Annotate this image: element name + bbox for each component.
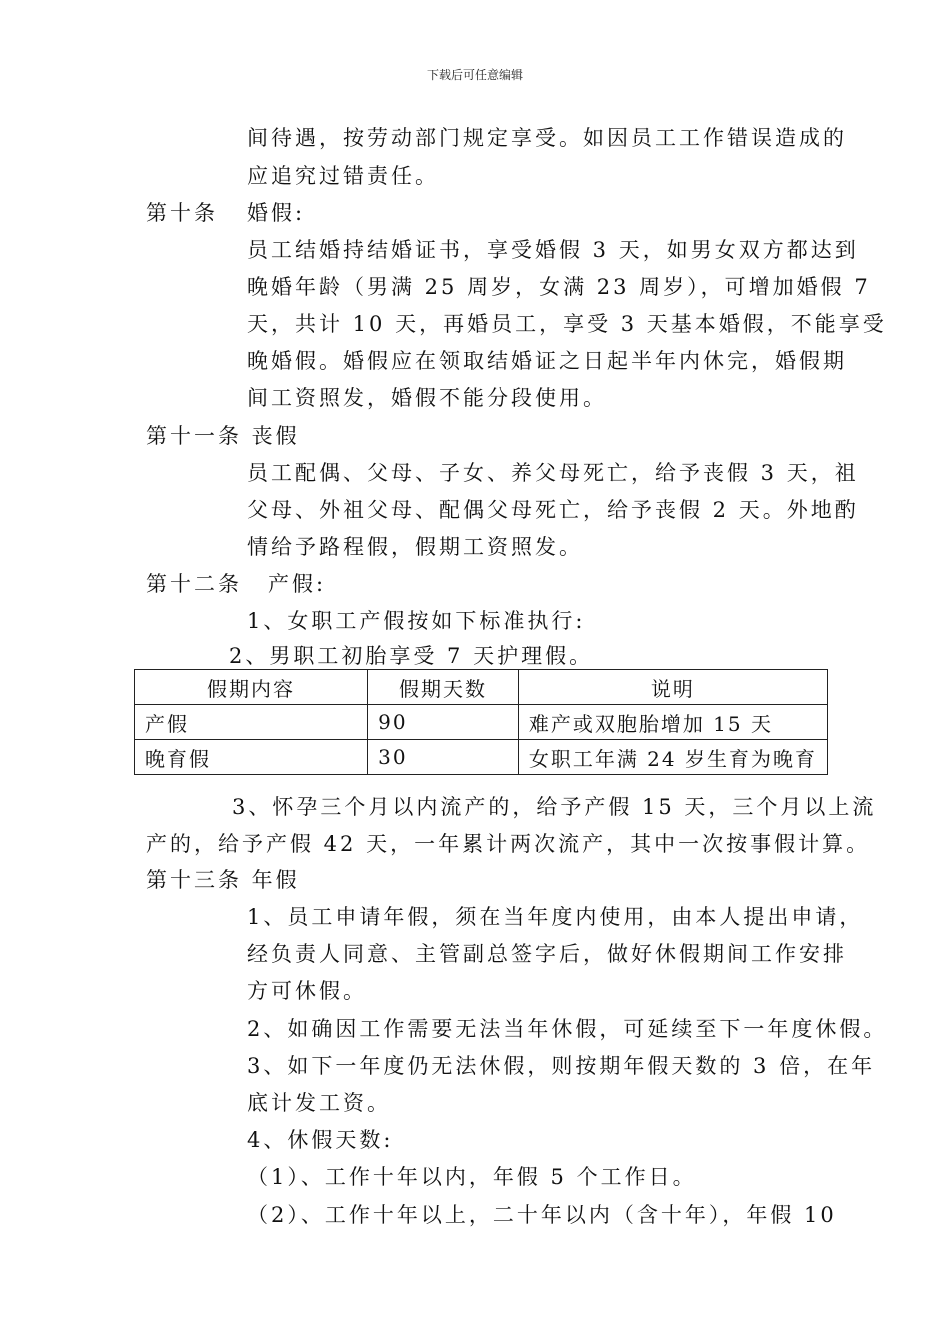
table-cell: 难产或双胞胎增加 15 天 <box>518 705 827 740</box>
page-header: 下载后可任意编辑 <box>426 68 523 82</box>
table-cell: 产假 <box>135 705 368 740</box>
body-line: 2、男职工初胎享受 7 天护理假。 <box>229 644 594 668</box>
table-header-cell: 假期内容 <box>135 670 368 705</box>
article-12-label: 第十二条 <box>146 572 242 596</box>
table-row <box>135 705 828 740</box>
table-cell: 90 <box>368 705 519 740</box>
body-line: 父母、外祖父母、配偶父母死亡，给予丧假 2 天。外地酌 <box>247 498 859 522</box>
body-line: 情给予路程假，假期工资照发。 <box>247 535 583 559</box>
body-line: 应追究过错责任。 <box>247 164 439 188</box>
body-line: 2、如确因工作需要无法当年休假，可延续至下一年度休假。 <box>247 1017 888 1041</box>
body-line: 员工结婚持结婚证书，享受婚假 3 天，如男女双方都达到 <box>247 238 859 262</box>
article-13-heading: 第十三条 年假 <box>146 868 300 892</box>
body-line: （2）、工作十年以上，二十年以内（含十年），年假 10 <box>247 1203 837 1227</box>
body-line: 天，共计 10 天，再婚员工，享受 3 天基本婚假，不能享受 <box>247 312 887 336</box>
table-cell: 30 <box>368 740 519 775</box>
body-line: 间待遇，按劳动部门规定享受。如因员工工作错误造成的 <box>247 126 847 150</box>
body-line: 3、怀孕三个月以内流产的，给予产假 15 天，三个月以上流 <box>232 795 877 819</box>
table-cell: 晚育假 <box>135 740 368 775</box>
body-line: 晚婚假。婚假应在领取结婚证之日起半年内休完，婚假期 <box>247 349 847 373</box>
table-header-row <box>135 670 828 705</box>
body-line: 产的，给予产假 42 天，一年累计两次流产，其中一次按事假计算。 <box>146 832 871 856</box>
article-10-label: 第十条 <box>146 201 218 225</box>
table-row <box>135 740 828 775</box>
body-line: 方可休假。 <box>247 979 367 1003</box>
body-line: 经负责人同意、主管副总签字后，做好休假期间工作安排 <box>247 942 847 966</box>
article-12-title: 产假: <box>268 572 327 596</box>
table-cell: 女职工年满 24 岁生育为晚育 <box>518 740 827 775</box>
leave-table <box>134 669 828 775</box>
body-line: （1）、工作十年以内，年假 5 个工作日。 <box>247 1165 697 1189</box>
article-11-heading: 第十一条 丧假 <box>146 424 300 448</box>
article-10-title: 婚假: <box>247 201 306 225</box>
body-line: 间工资照发，婚假不能分段使用。 <box>247 386 607 410</box>
body-line: 3、如下一年度仍无法休假，则按期年假天数的 3 倍，在年 <box>247 1054 876 1078</box>
body-line: 员工配偶、父母、子女、养父母死亡，给予丧假 3 天，祖 <box>247 461 859 485</box>
body-line: 晚婚年龄（男满 25 周岁，女满 23 周岁），可增加婚假 7 <box>247 275 871 299</box>
table-header-cell: 假期天数 <box>368 670 519 705</box>
table-header-cell: 说明 <box>518 670 827 705</box>
body-line: 1、员工申请年假，须在当年度内使用，由本人提出申请， <box>247 905 864 929</box>
body-line: 1、女职工产假按如下标准执行: <box>247 609 586 633</box>
body-line: 底计发工资。 <box>247 1091 391 1115</box>
body-line: 4、休假天数: <box>247 1128 394 1152</box>
